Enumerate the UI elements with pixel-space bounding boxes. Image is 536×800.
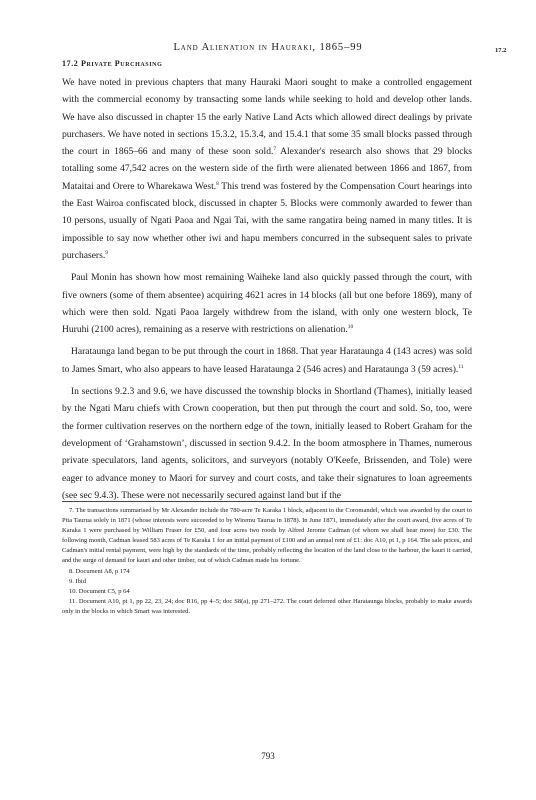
section-tab: 17.2	[495, 47, 507, 54]
footnotes	[62, 506, 472, 617]
running-head: Land Alienation in Hauraki, 1865–99	[173, 42, 363, 53]
paragraph	[62, 383, 472, 504]
footnote-ref: 7	[273, 146, 277, 153]
paragraph	[62, 269, 472, 338]
section-heading: 17.2 Private Purchasing	[62, 59, 163, 68]
paragraph	[62, 74, 472, 264]
paragraph	[62, 343, 472, 378]
footnote: 8. Document A8, p 174	[69, 568, 130, 575]
page-number: 793	[261, 751, 275, 761]
paragraph-text: In sections 9.2.3 and 9.6, we have discussed the township blocks in Shortland (Thames), initially leased by the Ngati Maru chiefs with Crown cooperation, but then put through the court and sold. So, too, were the former cultivation reserves on the northern edge of the town, initially leased to Robert Graham for the development of ‘Grahamstown’, discussed in section 9.4.2. In the boom atmosphere in Thames, numerous private speculators, land agents, solicitors, and surveyors (notably O'Keefe, Brissenden, and Tole) were eager to advance money to Maori for survey and court costs, and take their signatures to loan agreements (see sec 9.4.3). These were not necessarily secured against land but if the	[62, 386, 472, 501]
footnote: 10. Document C5, p 64	[69, 588, 130, 595]
body-text	[62, 74, 472, 509]
footnote-ref: 9	[105, 249, 108, 256]
paragraph-text: Harataunga land began to be put through the court in 1868. That year Harataunga 4 (143 acres) was sold to James Smart, who also appears to have leased Harataunga 2 (546 acres) and Harataunga 3 (59 acres).	[62, 346, 472, 375]
footnote-ref: 11	[458, 363, 464, 370]
paragraph-text: Alexander's research also shows that 29 blocks totalling some 47,542 acres on the western side of the firth were alienated between 1866 and 1867, from Mataitai and Orere to Wharekawa West.	[62, 146, 473, 192]
footnote: 7. The transactions summarised by Mr Alexander include the 780-acre Te Karaka 1 block, adjacent to the Coromandel, which was awarded by the court to Pita Taurua solely in 1871 (whose interests were succeeded to by Wiremu Taurua in 1878). In June 1871, immediately after the court award, five acres of Te Karaka 1 were purchased by William Fraser for £50, and four acres two roods by Alfred Jerome Cadman (of whom we shall hear more) for £30. The following month, Cadman leased 583 acres of Te Karaka 1 for an initial payment of £100 and an annual rent of £1: doc A10, pt 1, p 164. The sale prices, and Cadman's initial rental payment, were high by the standards of the time, probably reflecting the location of the land close to the harbour, the kauri it carried, and the surge of demand for kauri and other timber, out of which Cadman made his fortune.	[62, 507, 472, 564]
footnote-divider	[62, 501, 472, 502]
paragraph-text: This trend was fostered by the Compensation Court hearings into the East Wairoa confiscated block, discussed in chapter 5. Blocks were commonly awarded to fewer than 10 persons, usually of Ngati Paoa and Ngai Tai, with the same rangatira being named in many titles. It is impossible to say now whether other iwi and hapu members concurred in the subsequent sales to private purchasers.	[62, 180, 472, 261]
paragraph-text: We have noted in previous chapters that many Hauraki Maori sought to make a controlled engagement with the commercial economy by transacting some lands while seeking to hold and develop other lands. We have also discussed in chapter 15 the early Native Land Acts which allowed direct dealings by private purchasers. We have noted in sections 15.3.2, 15.3.4, and 15.4.1 that some 35 small blocks passed through the court in 1865–66 and many of these soon sold.	[62, 77, 472, 158]
footnote-ref: 8	[216, 180, 219, 187]
footnote: 9. Ibid	[69, 578, 86, 585]
footnote: 11. Document A10, pt 1, pp 22, 23, 24; doc R16, pp 4–5; doc S8(a), pp 271–272. The court deferred other Harataunga blocks, probably to make awards only in the blocks in which Smart was interested.	[62, 598, 472, 615]
footnote-ref: 10	[347, 323, 354, 330]
paragraph-text: Paul Monin has shown how most remaining Waiheke land also quickly passed through the court, with five owners (some of them absentee) acquiring 4621 acres in 14 blocks (all but one before 1869), many of which were then sold. Ngati Paoa largely withdrew from the island, with only one western block, Te Huruhi (2100 acres), remaining as a reserve with restrictions on alienation.	[62, 272, 472, 336]
